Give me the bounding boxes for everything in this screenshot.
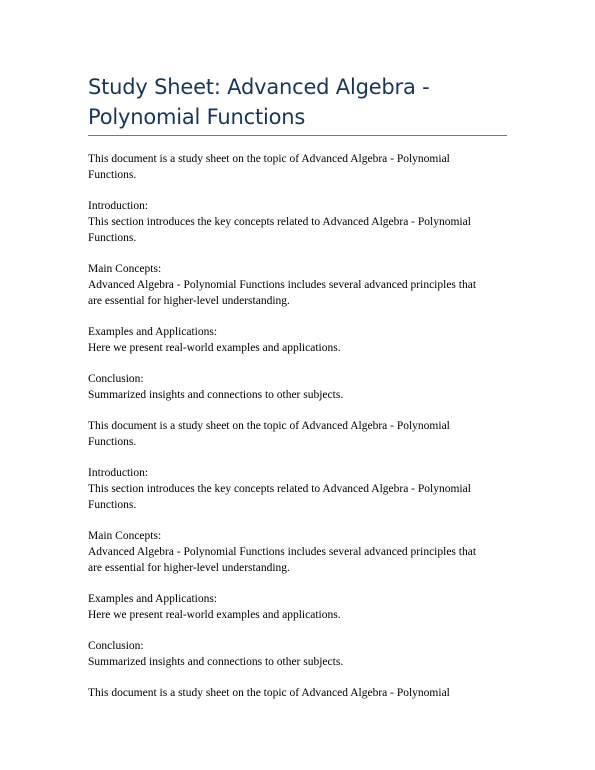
paragraph-line: are essential for higher-level understanding.: [88, 562, 290, 574]
paragraph-line: Functions.: [88, 169, 137, 181]
paragraph-conclusion-1: [88, 371, 513, 403]
paragraph-line: Summarized insights and connections to other subjects.: [88, 389, 344, 401]
section-heading: Main Concepts:: [88, 530, 162, 542]
paragraph-line: Functions.: [88, 436, 137, 448]
section-heading: Conclusion:: [88, 373, 144, 385]
paragraph-introduction-1: [88, 198, 513, 246]
paragraph-line: This document is a study sheet on the topic of Advanced Algebra - Polynomial: [88, 687, 450, 699]
paragraph-line: Functions.: [88, 499, 137, 511]
paragraph-examples-1: [88, 324, 513, 356]
section-heading: Conclusion:: [88, 640, 144, 652]
section-heading: Examples and Applications:: [88, 326, 218, 338]
section-heading: Examples and Applications:: [88, 593, 218, 605]
paragraph-line: Advanced Algebra - Polynomial Functions includes several advanced principles that: [88, 546, 477, 558]
paragraph-introduction-2: [88, 465, 513, 513]
section-heading: Introduction:: [88, 467, 149, 479]
section-heading: Introduction:: [88, 200, 149, 212]
paragraph-line: Here we present real-world examples and applications.: [88, 609, 341, 621]
title-line-2: Polynomial Functions: [88, 105, 306, 129]
paragraph-line: Summarized insights and connections to other subjects.: [88, 656, 344, 668]
paragraph-intro-2: [88, 418, 513, 450]
paragraph-line: Functions.: [88, 232, 137, 244]
paragraph-main-concepts-1: [88, 261, 513, 309]
paragraph-line: This section introduces the key concepts related to Advanced Algebra - Polynomial: [88, 216, 471, 228]
title-line-1: Study Sheet: Advanced Algebra -: [88, 75, 430, 99]
paragraph-line: Here we present real-world examples and applications.: [88, 342, 341, 354]
document-body: [88, 151, 513, 716]
paragraph-intro-1: [88, 151, 513, 183]
paragraph-examples-2: [88, 591, 513, 623]
paragraph-main-concepts-2: [88, 528, 513, 576]
paragraph-line: This section introduces the key concepts related to Advanced Algebra - Polynomial: [88, 483, 471, 495]
section-heading: Main Concepts:: [88, 263, 162, 275]
title-underline-rule: [88, 135, 507, 136]
paragraph-line: Advanced Algebra - Polynomial Functions includes several advanced principles that: [88, 279, 477, 291]
document-title: [88, 72, 508, 132]
paragraph-intro-3: [88, 685, 513, 701]
paragraph-line: This document is a study sheet on the topic of Advanced Algebra - Polynomial: [88, 153, 450, 165]
paragraph-conclusion-2: [88, 638, 513, 670]
paragraph-line: are essential for higher-level understanding.: [88, 295, 290, 307]
paragraph-line: This document is a study sheet on the topic of Advanced Algebra - Polynomial: [88, 420, 450, 432]
